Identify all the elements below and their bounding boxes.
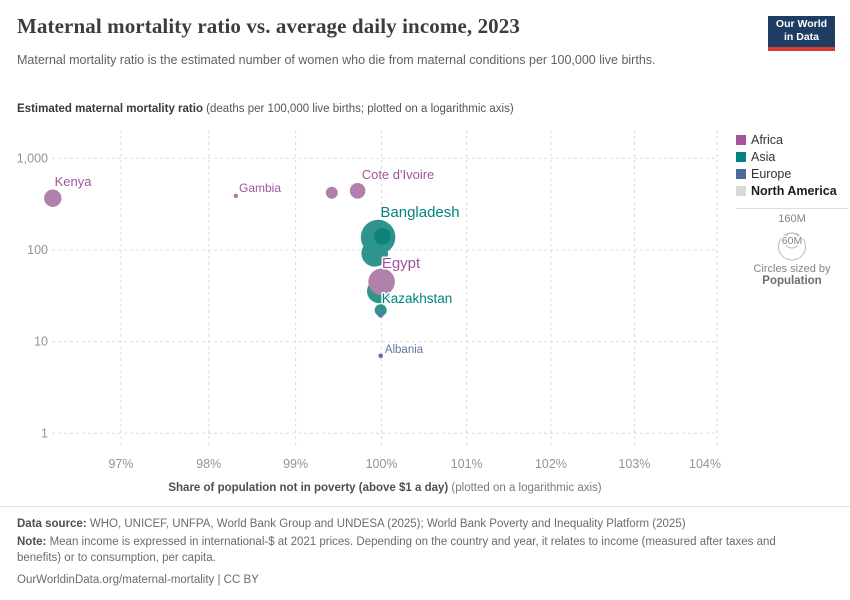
legend-swatch-asia <box>736 152 746 162</box>
owid-logo[interactable] <box>768 16 835 51</box>
data-point-gambia[interactable] <box>234 194 239 199</box>
x-tick-label: 99% <box>283 457 309 471</box>
x-axis-title: Share of population not in poverty (above $1 a day) (plotted on a logarithmic axis) <box>168 482 602 494</box>
continent-legend <box>736 131 848 287</box>
legend-divider <box>736 208 848 209</box>
size-legend-circles <box>736 225 848 263</box>
size-legend-caption1: Circles sized by <box>753 263 831 275</box>
y-axis-unit-rest: (deaths per 100,000 live births; plotted on a logarithmic axis) <box>202 103 514 115</box>
legend-item-africa[interactable] <box>736 131 848 148</box>
point-label-kazakhstan[interactable]: Kazakhstan <box>381 291 453 306</box>
point-label-gambia[interactable]: Gambia <box>239 181 282 195</box>
data-source-text: WHO, UNICEF, UNFPA, World Bank Group and UNDESA (2025); World Bank Poverty and Inequality Platform (2025) <box>86 518 686 530</box>
chart-footer <box>0 506 850 590</box>
data-point-unlabeled[interactable] <box>374 228 391 245</box>
x-tick-label: 97% <box>108 457 134 471</box>
scatter-plot <box>0 125 850 500</box>
point-label-cote-d-ivoire[interactable]: Cote d'Ivoire <box>361 167 435 182</box>
x-tick-label: 98% <box>196 457 222 471</box>
citation-url[interactable]: OurWorldinData.org/maternal-mortality | CC BY <box>17 574 259 586</box>
note-line <box>17 534 787 566</box>
x-tick-label: 100% <box>365 457 398 471</box>
page-title: Maternal mortality ratio vs. average daily income, 2023 <box>17 14 520 38</box>
data-point-unlabeled[interactable] <box>326 187 338 199</box>
legend-item-north-america[interactable] <box>736 182 848 199</box>
data-source-line <box>17 516 833 532</box>
y-tick-label: 1,000 <box>16 151 48 166</box>
data-point-albania[interactable] <box>378 354 383 359</box>
size-legend <box>736 213 848 287</box>
legend-item-asia[interactable] <box>736 148 848 165</box>
data-point-cote-d-ivoire[interactable] <box>350 183 366 199</box>
legend-swatch-europe <box>736 169 746 179</box>
x-tick-label: 101% <box>450 457 483 471</box>
x-tick-label: 102% <box>534 457 567 471</box>
y-axis-unit-bold: Estimated maternal mortality ratio <box>17 103 203 115</box>
y-tick-label: 100 <box>27 242 48 257</box>
note-text: Mean income is expressed in international-$ at 2021 prices. Depending on the country and year, it relates to income (measured after taxes and benefits) or to consumption, per capita. <box>17 536 776 564</box>
point-label-egypt[interactable]: Egypt <box>381 255 421 272</box>
y-axis-unit-label <box>17 103 514 115</box>
size-legend-outer-label: 160M <box>778 213 806 225</box>
data-point-unlabeled[interactable] <box>378 312 383 317</box>
y-tick-label: 10 <box>34 334 48 349</box>
point-label-albania[interactable]: Albania <box>384 344 424 356</box>
point-label-kenya[interactable]: Kenya <box>54 174 92 189</box>
y-tick-label: 1 <box>41 426 48 441</box>
note-label: Note: <box>17 536 47 548</box>
data-source-label: Data source: <box>17 518 87 530</box>
legend-label: North America <box>751 183 837 198</box>
point-label-bangladesh[interactable]: Bangladesh <box>380 204 460 221</box>
chart-subtitle: Maternal mortality ratio is the estimated number of women who die from maternal conditions per 100,000 live births. <box>17 53 656 67</box>
size-legend-inner-label: 60M <box>781 235 803 247</box>
owid-logo-line1: Our World <box>775 18 828 30</box>
legend-label: Asia <box>751 149 776 164</box>
legend-label: Europe <box>751 166 792 181</box>
size-legend-caption2: Population <box>762 275 822 287</box>
legend-swatch-north-america <box>736 186 746 196</box>
legend-item-europe[interactable] <box>736 165 848 182</box>
legend-swatch-africa <box>736 135 746 145</box>
legend-label: Africa <box>751 132 783 147</box>
x-tick-label: 103% <box>618 457 651 471</box>
data-point-kenya[interactable] <box>44 190 61 207</box>
owid-logo-line2: in Data <box>783 31 819 43</box>
x-tick-label: 104% <box>689 457 721 471</box>
